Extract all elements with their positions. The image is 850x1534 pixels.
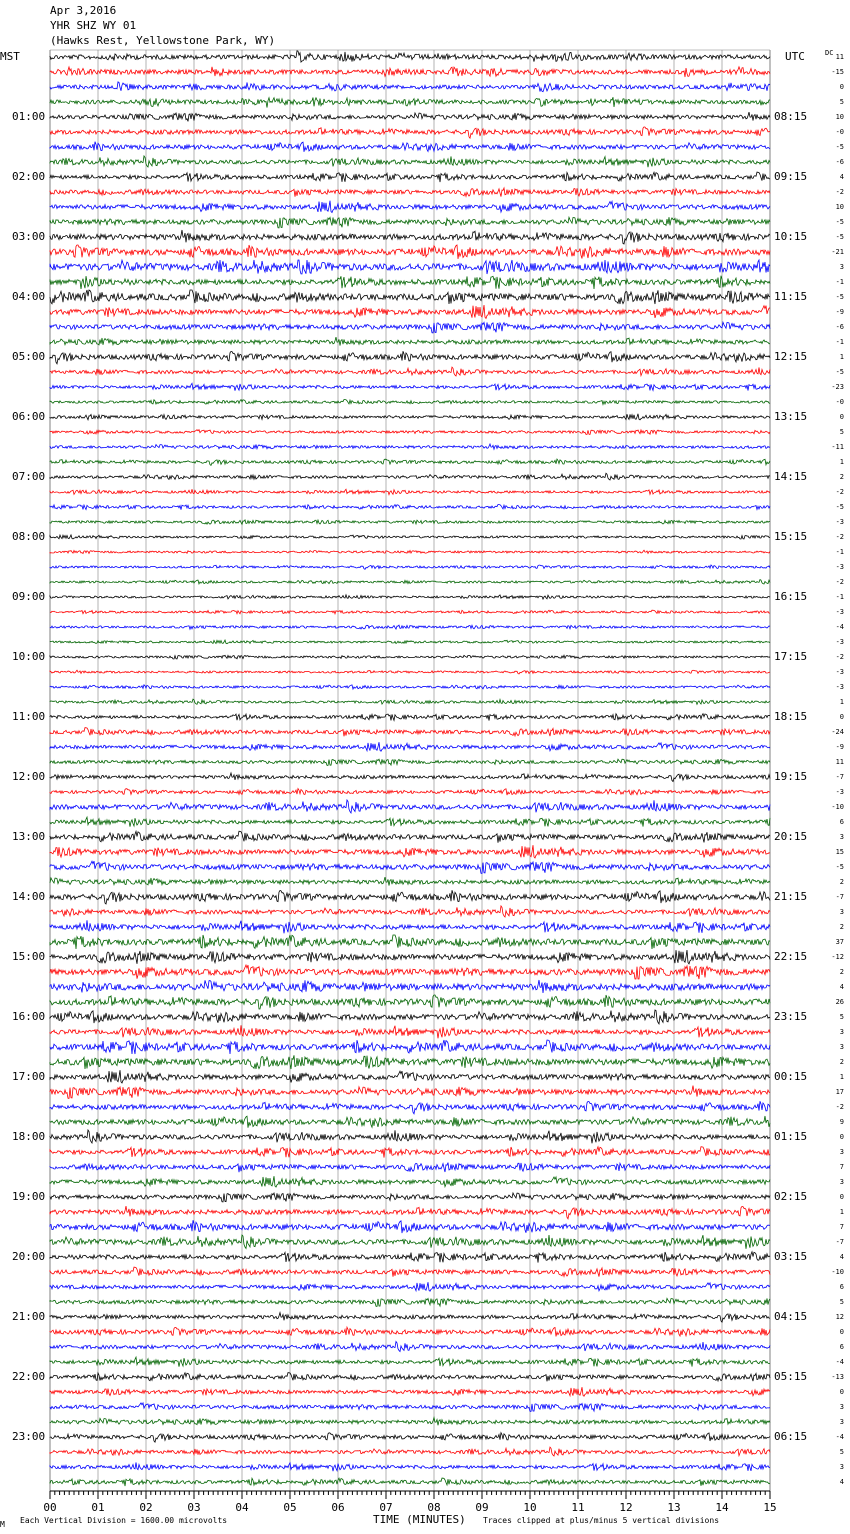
dc-offset-value: -3 (835, 788, 844, 796)
right-hour-label: 17:15 (774, 650, 808, 663)
right-hour-label: 16:15 (774, 590, 808, 603)
dc-offset-value: 5 (839, 1298, 844, 1306)
dc-offset-value: -5 (835, 233, 844, 241)
left-hour-label: 10:00 (12, 650, 46, 663)
dc-offset-value: 0 (839, 413, 844, 421)
dc-offset-value: 6 (839, 1343, 844, 1351)
dc-offset-value: -1 (835, 548, 844, 556)
dc-offset-value: -3 (835, 668, 844, 676)
trace-row-83 (50, 1298, 770, 1306)
dc-offset-value: -2 (835, 188, 844, 196)
right-hour-label: 01:15 (774, 1130, 808, 1143)
dc-offset-value: -5 (835, 368, 844, 376)
dc-offset-value: 2 (839, 968, 844, 976)
trace-row-93 (50, 1447, 770, 1456)
trace-row-9 (50, 188, 770, 197)
x-tick-label: 05 (283, 1501, 297, 1514)
trace-row-69 (50, 1086, 770, 1099)
dc-offset-value: 4 (839, 173, 844, 181)
trace-row-4 (50, 112, 770, 121)
dc-offset-value: 5 (839, 98, 844, 106)
left-hour-label: 21:00 (12, 1310, 46, 1323)
trace-row-29 (50, 489, 770, 494)
trace-row-37 (50, 610, 770, 614)
trace-row-75 (50, 1176, 770, 1187)
dc-offset-value: 4 (839, 1253, 844, 1261)
dc-offset-value: -1 (835, 593, 844, 601)
right-hour-label: 03:15 (774, 1250, 808, 1263)
dc-offset-value: -2 (835, 653, 844, 661)
trace-row-56 (50, 890, 770, 904)
trace-row-0 (50, 51, 770, 62)
trace-row-90 (50, 1403, 770, 1412)
trace-row-33 (50, 550, 770, 553)
trace-row-28 (50, 473, 770, 480)
x-tick-label: 00 (43, 1501, 57, 1514)
trace-row-64 (50, 1010, 770, 1024)
trace-row-61 (50, 965, 770, 979)
dc-label: DC (825, 49, 834, 57)
left-hour-label: 04:00 (12, 290, 46, 303)
x-tick-label: 07 (379, 1501, 393, 1514)
trace-row-87 (50, 1357, 770, 1367)
trace-row-62 (50, 980, 770, 993)
corner-mark: M (0, 1520, 5, 1529)
trace-row-19 (50, 337, 770, 346)
dc-offset-value: 3 (839, 1043, 844, 1051)
trace-row-34 (50, 565, 770, 569)
right-hour-label: 22:15 (774, 950, 808, 963)
dc-offset-value: -10 (831, 803, 844, 811)
left-hour-label: 15:00 (12, 950, 46, 963)
dc-offset-value: -5 (835, 503, 844, 511)
dc-offset-value: 2 (839, 1058, 844, 1066)
trace-row-27 (50, 459, 770, 465)
trace-row-68 (50, 1070, 770, 1083)
trace-row-41 (50, 670, 770, 674)
trace-row-1 (50, 67, 770, 77)
left-hour-label: 09:00 (12, 590, 46, 603)
trace-row-45 (50, 728, 770, 737)
dc-offset-value: 15 (835, 848, 844, 856)
dc-offset-value: 3 (839, 908, 844, 916)
trace-row-81 (50, 1267, 770, 1277)
left-hour-label: 18:00 (12, 1130, 46, 1143)
left-hour-label: 20:00 (12, 1250, 46, 1263)
dc-offset-value: -21 (831, 248, 844, 256)
right-hour-label: 08:15 (774, 110, 808, 123)
trace-row-14 (50, 260, 770, 274)
dc-offset-value: 11 (835, 53, 844, 61)
dc-offset-value: -4 (835, 1358, 844, 1366)
dc-offset-value: -3 (835, 518, 844, 526)
dc-offset-value: 3 (839, 833, 844, 841)
dc-offset-value: -7 (835, 1238, 844, 1246)
trace-row-7 (50, 156, 770, 167)
dc-offset-value: -2 (835, 533, 844, 541)
left-hour-label: 11:00 (12, 710, 46, 723)
dc-offset-value: 5 (839, 1013, 844, 1021)
dc-offset-value: 37 (835, 938, 844, 946)
dc-offset-value: 3 (839, 1178, 844, 1186)
dc-offset-value: -3 (835, 608, 844, 616)
trace-row-71 (50, 1116, 770, 1128)
dc-offset-value: 2 (839, 923, 844, 931)
right-hour-label: 00:15 (774, 1070, 808, 1083)
dc-offset-value: 6 (839, 818, 844, 826)
dc-offset-value: -4 (835, 623, 844, 631)
trace-row-94 (50, 1463, 770, 1472)
dc-offset-value: -3 (835, 638, 844, 646)
right-hour-label: 11:15 (774, 290, 808, 303)
dc-offset-value: 6 (839, 1283, 844, 1291)
dc-offset-value: -3 (835, 563, 844, 571)
trace-row-48 (50, 773, 770, 782)
dc-offset-value: 4 (839, 983, 844, 991)
dc-offset-value: 1 (839, 698, 844, 706)
dc-offset-value: 0 (839, 1328, 844, 1336)
right-hour-label: 02:15 (774, 1190, 808, 1203)
dc-offset-value: -6 (835, 323, 844, 331)
trace-row-86 (50, 1342, 770, 1352)
dc-offset-value: 3 (839, 1463, 844, 1471)
chart-date: Apr 3,2016 (50, 4, 117, 17)
right-hour-label: 18:15 (774, 710, 808, 723)
dc-offset-value: 0 (839, 83, 844, 91)
trace-row-10 (50, 201, 770, 213)
dc-offset-value: 3 (839, 263, 844, 271)
left-hour-label: 06:00 (12, 410, 46, 423)
trace-row-43 (50, 699, 770, 704)
trace-row-51 (50, 817, 770, 827)
dc-offset-value: -5 (835, 863, 844, 871)
left-hour-label: 03:00 (12, 230, 46, 243)
trace-row-15 (50, 276, 770, 289)
dc-offset-value: -2 (835, 1103, 844, 1111)
right-hour-label: 20:15 (774, 830, 808, 843)
right-hour-label: 10:15 (774, 230, 808, 243)
trace-row-36 (50, 595, 770, 599)
trace-row-30 (50, 505, 770, 510)
trace-row-82 (50, 1282, 770, 1291)
trace-row-67 (50, 1055, 770, 1069)
left-hour-label: 16:00 (12, 1010, 46, 1023)
trace-row-24 (50, 414, 770, 420)
x-tick-label: 14 (715, 1501, 729, 1514)
trace-row-73 (50, 1147, 770, 1158)
trace-row-38 (50, 625, 770, 629)
left-hour-label: 13:00 (12, 830, 46, 843)
x-tick-label: 09 (475, 1501, 489, 1514)
trace-row-8 (50, 172, 770, 182)
dc-offset-value: -12 (831, 953, 844, 961)
dc-offset-value: 3 (839, 1148, 844, 1156)
trace-row-58 (50, 920, 770, 933)
left-hour-label: 14:00 (12, 890, 46, 903)
station-location: (Hawks Rest, Yellowstone Park, WY) (50, 34, 276, 47)
trace-row-66 (50, 1040, 770, 1054)
dc-offset-value: -5 (835, 218, 844, 226)
right-timezone-label: UTC (785, 50, 805, 63)
trace-row-70 (50, 1101, 770, 1114)
dc-offset-value: 3 (839, 1403, 844, 1411)
dc-offset-value: 1 (839, 1073, 844, 1081)
dc-offset-value: -1 (835, 338, 844, 346)
trace-row-77 (50, 1206, 770, 1219)
trace-row-65 (50, 1025, 770, 1038)
right-hour-label: 09:15 (774, 170, 808, 183)
dc-offset-value: -5 (835, 143, 844, 151)
dc-offset-value: -0 (835, 398, 844, 406)
dc-offset-value: -15 (831, 68, 844, 76)
trace-row-12 (50, 230, 770, 244)
right-hour-label: 13:15 (774, 410, 808, 423)
dc-offset-value: -6 (835, 158, 844, 166)
x-tick-label: 13 (667, 1501, 681, 1514)
dc-offset-value: 5 (839, 1448, 844, 1456)
trace-row-26 (50, 444, 770, 449)
dc-offset-value: -9 (835, 743, 844, 751)
trace-row-79 (50, 1235, 770, 1249)
left-hour-label: 12:00 (12, 770, 46, 783)
trace-row-40 (50, 655, 770, 659)
x-tick-label: 03 (187, 1501, 201, 1514)
dc-offset-value: -24 (831, 728, 844, 736)
trace-row-95 (50, 1478, 770, 1486)
left-hour-label: 22:00 (12, 1370, 46, 1383)
dc-offset-value: -23 (831, 383, 844, 391)
dc-offset-value: 7 (839, 1223, 844, 1231)
dc-offset-value: -13 (831, 1373, 844, 1381)
trace-row-13 (50, 245, 770, 259)
trace-row-53 (50, 845, 770, 858)
left-hour-label: 07:00 (12, 470, 46, 483)
left-hour-label: 19:00 (12, 1190, 46, 1203)
x-axis-title: TIME (MINUTES) (373, 1513, 466, 1526)
dc-offset-value: -2 (835, 578, 844, 586)
dc-offset-value: -7 (835, 773, 844, 781)
trace-row-57 (50, 906, 770, 917)
dc-offset-value: -0 (835, 128, 844, 136)
trace-row-21 (50, 367, 770, 376)
trace-row-42 (50, 685, 770, 689)
dc-offset-value: 1 (839, 458, 844, 466)
x-tick-label: 12 (619, 1501, 633, 1514)
dc-offset-value: 0 (839, 1193, 844, 1201)
trace-row-31 (50, 520, 770, 524)
trace-row-60 (50, 950, 770, 964)
trace-row-49 (50, 789, 770, 796)
dc-offset-value: 1 (839, 353, 844, 361)
x-tick-label: 01 (91, 1501, 105, 1514)
dc-offset-value: 0 (839, 1388, 844, 1396)
trace-row-92 (50, 1433, 770, 1442)
x-tick-label: 11 (571, 1501, 585, 1514)
right-hour-label: 23:15 (774, 1010, 808, 1023)
dc-offset-value: -1 (835, 278, 844, 286)
trace-row-80 (50, 1252, 770, 1263)
trace-row-91 (50, 1418, 770, 1426)
trace-row-6 (50, 142, 770, 152)
trace-row-63 (50, 995, 770, 1009)
dc-offset-value: -5 (835, 293, 844, 301)
trace-row-25 (50, 430, 770, 435)
trace-row-72 (50, 1130, 770, 1143)
dc-offset-value: -11 (831, 443, 844, 451)
trace-row-22 (50, 383, 770, 390)
right-hour-label: 15:15 (774, 530, 808, 543)
trace-row-2 (50, 82, 770, 92)
right-hour-label: 14:15 (774, 470, 808, 483)
trace-row-20 (50, 351, 770, 364)
dc-offset-value: -2 (835, 488, 844, 496)
trace-row-3 (50, 97, 770, 107)
dc-offset-value: 2 (839, 473, 844, 481)
left-hour-label: 05:00 (12, 350, 46, 363)
trace-row-23 (50, 400, 770, 405)
left-hour-label: 23:00 (12, 1430, 46, 1443)
trace-row-54 (50, 861, 770, 873)
dc-offset-value: 17 (835, 1088, 844, 1096)
trace-row-11 (50, 217, 770, 228)
trace-row-76 (50, 1193, 770, 1202)
dc-offset-value: -10 (831, 1268, 844, 1276)
x-tick-label: 04 (235, 1501, 249, 1514)
trace-row-74 (50, 1163, 770, 1173)
dc-offset-value: 3 (839, 1418, 844, 1426)
trace-row-78 (50, 1220, 770, 1233)
dc-offset-value: 4 (839, 1478, 844, 1486)
right-hour-label: 19:15 (774, 770, 808, 783)
trace-row-52 (50, 831, 770, 843)
x-tick-label: 06 (331, 1501, 345, 1514)
x-tick-label: 15 (763, 1501, 777, 1514)
trace-row-39 (50, 640, 770, 644)
dc-offset-value: 0 (839, 713, 844, 721)
x-tick-label: 10 (523, 1501, 537, 1514)
trace-row-89 (50, 1387, 770, 1396)
dc-offset-value: 10 (835, 113, 844, 121)
trace-row-17 (50, 305, 770, 318)
left-timezone-label: MST (0, 50, 20, 63)
trace-row-50 (50, 800, 770, 813)
trace-row-55 (50, 877, 770, 886)
trace-row-88 (50, 1373, 770, 1382)
left-hour-label: 02:00 (12, 170, 46, 183)
x-tick-label: 08 (427, 1501, 441, 1514)
x-tick-label: 02 (139, 1501, 153, 1514)
station-code: YHR SHZ WY 01 (50, 19, 137, 32)
right-hour-label: 04:15 (774, 1310, 808, 1323)
trace-row-16 (50, 290, 770, 304)
left-hour-label: 01:00 (12, 110, 46, 123)
right-hour-label: 05:15 (774, 1370, 808, 1383)
dc-offset-value: 0 (839, 1133, 844, 1141)
trace-row-44 (50, 714, 770, 721)
trace-row-84 (50, 1313, 770, 1323)
clipping-note: Traces clipped at plus/minus 5 vertical divisions (483, 1516, 720, 1525)
trace-row-46 (50, 742, 770, 751)
trace-row-32 (50, 535, 770, 539)
trace-row-5 (50, 127, 770, 138)
dc-offset-value: 9 (839, 1118, 844, 1126)
dc-offset-value: -9 (835, 308, 844, 316)
trace-row-35 (50, 580, 770, 584)
dc-offset-value: -3 (835, 683, 844, 691)
dc-offset-value: -4 (835, 1433, 844, 1441)
dc-offset-value: 5 (839, 428, 844, 436)
dc-offset-value: 2 (839, 878, 844, 886)
dc-offset-value: 10 (835, 203, 844, 211)
dc-offset-value: 7 (839, 1163, 844, 1171)
trace-row-85 (50, 1327, 770, 1336)
dc-offset-value: -7 (835, 893, 844, 901)
dc-offset-value: 11 (835, 758, 844, 766)
right-hour-label: 21:15 (774, 890, 808, 903)
dc-offset-value: 26 (835, 998, 844, 1006)
left-hour-label: 08:00 (12, 530, 46, 543)
right-hour-label: 12:15 (774, 350, 808, 363)
left-hour-label: 17:00 (12, 1070, 46, 1083)
dc-offset-value: 1 (839, 1208, 844, 1216)
vertical-division-note: Each Vertical Division = 1600.00 microvolts (20, 1516, 228, 1525)
trace-row-18 (50, 322, 770, 333)
trace-row-47 (50, 759, 770, 765)
trace-row-59 (50, 935, 770, 949)
right-hour-label: 06:15 (774, 1430, 808, 1443)
dc-offset-value: 12 (835, 1313, 844, 1321)
dc-offset-value: 3 (839, 1028, 844, 1036)
